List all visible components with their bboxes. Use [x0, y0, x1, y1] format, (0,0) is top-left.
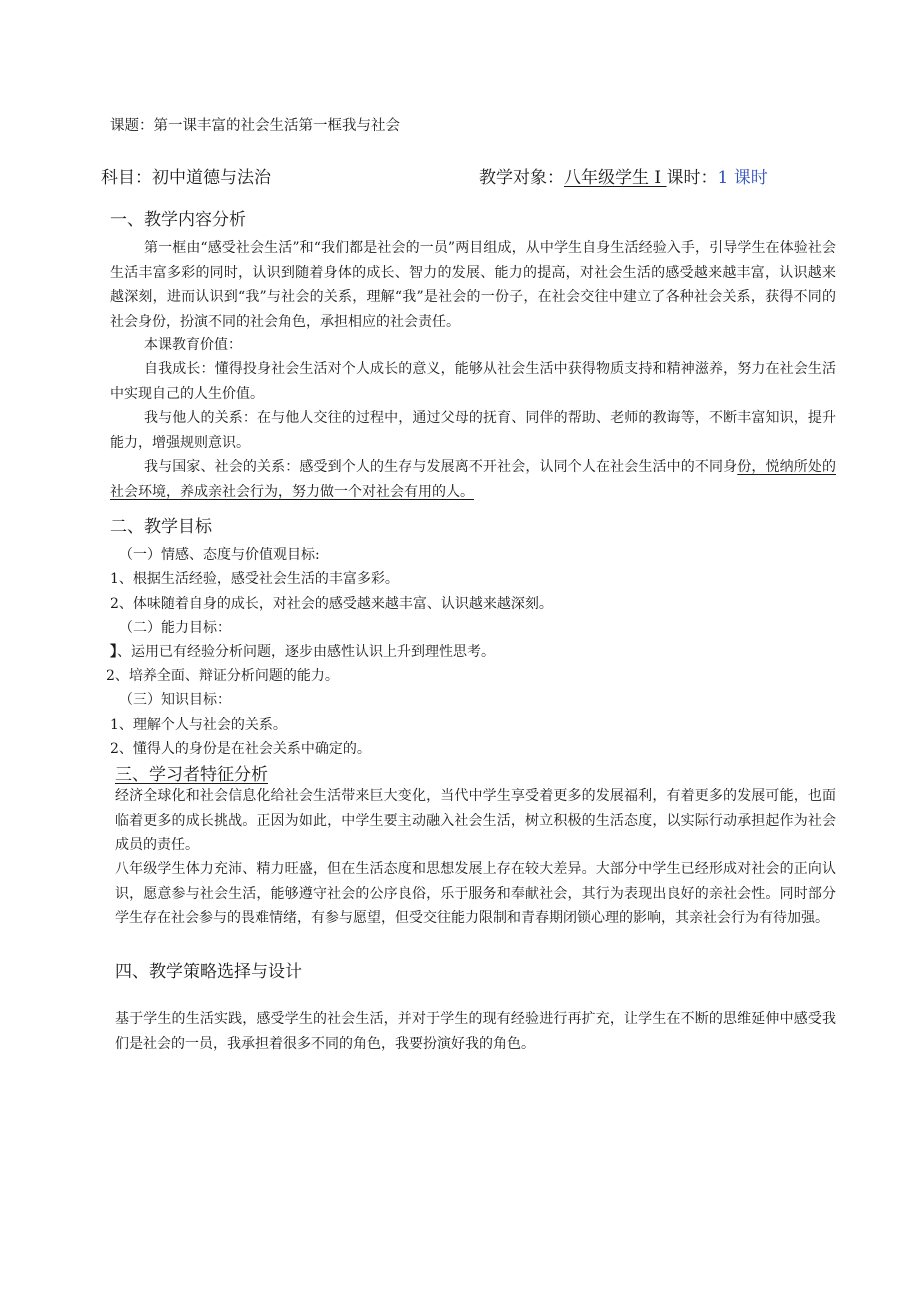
ability-item-1 [110, 641, 495, 661]
section4-heading: 四、教学策略选择与设计 [115, 962, 302, 982]
nation-para [110, 455, 836, 504]
ability-item-1-text: 、运用已有经验分析问题，逐步由感性认识上升到理性思考。 [117, 644, 495, 660]
subject-label: 科目：初中道德与法治 [101, 168, 271, 188]
target-line [479, 163, 768, 188]
lesson-title: 课题：第一课丰富的社会生活第一框我与社会 [110, 118, 400, 134]
ability-item-1-mark: 】 [110, 644, 117, 660]
section3-para2: 八年级学生体力充沛、精力旺盛，但在生活态度和思想发展上存在较大差异。大部分中学生已经形成对社会的正向认识，愿意参与社会生活，能够遵守社会的公序良俗，乐于服务和奉献社会，其行为表现出良好的亲社会性。同时部分学生存在社会参与的畏难情绪，有参与愿望，但受交往能力限制和青春期闭锁心理的影响，其亲社会行为有待加强。 [115, 861, 836, 926]
ability-item-2: 2、培养全面、辩证分析问题的能力。 [106, 668, 339, 684]
value-label: 本课教育价值： [144, 337, 242, 353]
self-growth-para: 自我成长：懂得投身社会生活对个人成长的意义，能够从社会生活中获得物质支持和精神滋养，努力在社会生活中实现自己的人生价值。 [110, 361, 836, 402]
section1-para1: 第一框由“感受社会生活”和“我们都是社会的一员”两目组成，从中学生自身生活经验入手，引导学生在体验社会生活丰富多彩的同时，认识到随着身体的成长、智力的发展、能力的提高，对社会生活的感受越来越丰富，认识越来越深刻，进而认识到“我”与社会的关系，理解“我”是社会的一份子，在社会交往中建立了各种社会关系，获得不同的社会身份，扮演不同的社会角色，承担相应的社会责任。 [110, 240, 836, 330]
target-value: 八年级学生 I [564, 168, 667, 188]
target-label: 教学对象： [479, 168, 564, 188]
emotion-item-1: 1、根据生活经验，感受社会生活的丰富多彩。 [110, 571, 399, 587]
knowledge-item-2: 2、懂得人的身份是在社会关系中确定的。 [110, 741, 371, 757]
ability-label: （二）能力目标： [119, 620, 231, 636]
section3-heading: 三、学习者特征分析 [115, 765, 268, 785]
others-para: 我与他人的关系：在与他人交往的过程中，通过父母的抚育、同伴的帮助、老师的教诲等，不断丰富知识，提升能力，增强规则意识。 [110, 410, 836, 451]
section3-para1: 经济全球化和社会信息化给社会生活带来巨大变化，当代中学生享受着更多的发展福利，有着更多的发展可能，也面临着更多的成长挑战。正因为如此，中学生要主动融入社会生活，树立积极的生活态度，以实际行动承担起作为社会成员的责任。 [115, 788, 836, 853]
section2-heading: 二、教学目标 [110, 517, 212, 537]
section1-heading: 一、教学内容分析 [110, 210, 246, 230]
hours-value: 1 课时 [717, 168, 768, 188]
emotion-label: （一）情感、态度与价值观目标: [119, 547, 320, 563]
section4-para1: 基于学生的生活实践，感受学生的社会生活，并对于学生的现有经验进行再扩充，让学生在不断的思维延伸中感受我们是社会的一员，我承担着很多不同的角色，我要扮演好我的角色。 [115, 1011, 836, 1052]
knowledge-item-1: 1、理解个人与社会的关系。 [110, 717, 287, 733]
hours-label: 课时： [666, 168, 718, 188]
nation-underlined: 份，悦纳所处的社会环境，养成亲社会行为，努力做一个对社会有用的人。 [110, 459, 836, 500]
emotion-item-2: 2、体味随着自身的成长，对社会的感受越来越丰富、认识越来越深刻。 [110, 596, 553, 612]
knowledge-label: （三）知识目标： [119, 692, 231, 708]
nation-plain: 我与国家、社会的关系：感受到个人的生存与发展离不开社会，认同个人在社会生活中的不同身 [144, 459, 738, 475]
